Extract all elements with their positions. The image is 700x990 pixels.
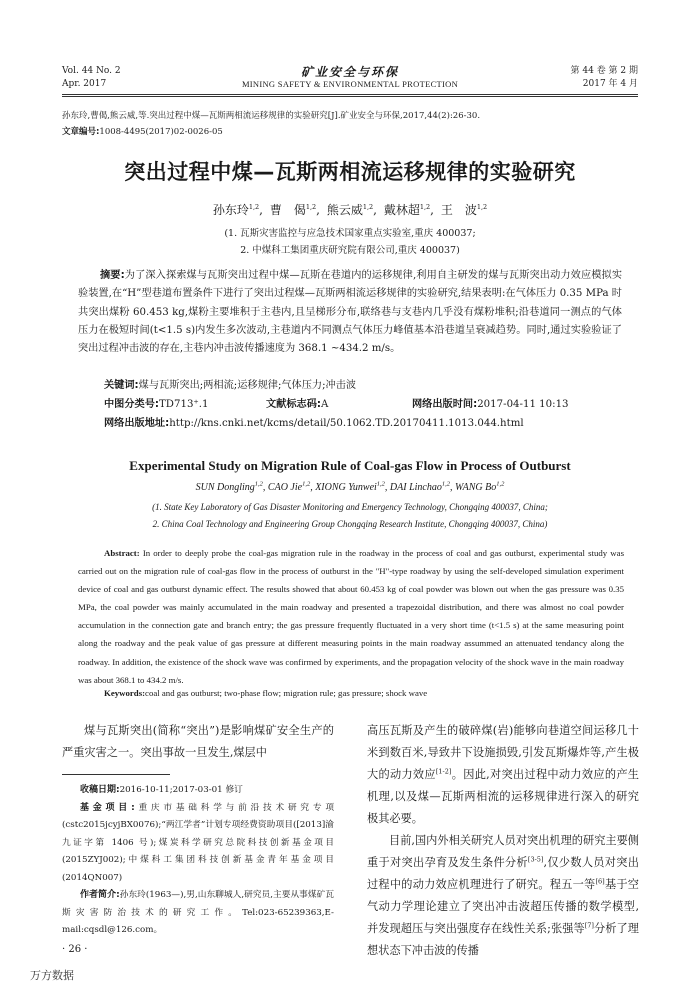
journal-title-cn: 矿业安全与环保 <box>300 65 399 79</box>
abstract-en <box>78 544 624 689</box>
abstract-en-text: In order to deeply probe the coal-gas migration rule in the roadway in the process of coal and gas outburst, experimental study was carried out on the migration rule of coal-gas flow in the process of outburst in the "H"-type roadway by using the self-developed simulation experiment device of coal and gas outburst dynamic effect. The results showed that about 60.453 kg of coal powder was blown out when the gas pressure was 0.35 MPa, the coal powder was mainly accumulated in the main roadway and presented a trapezoidal distribution, and there was almost no coal powder accumulation in the connection gate and branch entry; the gas pressure frequently fluctuated in a very short time (t<1.5 s) at the same measuring point along the roadway and the peak value of gas pressure at different measuring points in the main roadway assummed an attenuated tendancy along the roadway. In addition, the existence of the shock wave was confirmed by experiments, and the propagation velocity of the shock wave in the main roadway was about 368.1 to 434.2 m/s. <box>78 548 624 685</box>
clc-number: 中图分类号:TD713⁺.1 <box>104 399 209 410</box>
header-date-cn: 2017 年 4 月 <box>582 79 638 89</box>
reference-marker[interactable]: [6] <box>595 877 605 886</box>
footnote-fund: 基金项目:重庆市基础科学与前沿技术研究专项(cstc2015jcyjBX0076);“两江学者”计划专项经费资助项目([2013]渝九证字第 1406 号);煤炭科学研究总院科技创新基金项目(2015ZYJ002);中煤科工集团科技创新基金青年基金项目(2014QN007) <box>62 802 334 883</box>
article-number-label: 文章编号: <box>62 127 100 137</box>
page-number: · 26 · <box>62 944 88 955</box>
body-intro-left: 煤与瓦斯突出(简称“突出”)是影响煤矿安全生产的严重灾害之一。突出事故一旦发生,煤层中 <box>62 724 334 759</box>
paper-title-en: Experimental Study on Migration Rule of Coal-gas Flow in Process of Outburst <box>129 458 571 473</box>
body-paragraph-2: 目前,国内外相关研究人员对突出机理的研究主要侧重于对突出孕育及发生条件分析[3-5],仅少数人员对突出过程中的动力效应机理进行了研究。程五一等[6]基于空气动力学理论建立了突出冲击波超压传播的数学模型,并发现超压与突出强度存在线性关系;张强等[7]分析了理想状态下冲击波的传播 <box>367 834 639 957</box>
watermark: 万方数据 <box>30 969 74 982</box>
footnote-rule <box>62 774 170 775</box>
footnote-author: 作者简介:孙东玲(1963—),男,山东聊城人,研究员,主要从事煤矿瓦斯灾害防治技术的研究工作。Tel:023-65239363,E-mail:cqsdl@126.com。 <box>62 890 335 935</box>
abstract-cn-label: 摘要: <box>100 270 125 281</box>
online-pub-link[interactable]: http://kns.cnki.net/kcms/detail/50.1062.TD.20170411.1013.044.html <box>169 418 524 429</box>
authors-cn: 孙东玲$^{1,2}$, 曹 偈$^{1,2}$, 熊云威$^{1,2}$, 戴林超$^{1,2}$, 王 波$^{1,2}$ <box>212 203 488 217</box>
keywords-en: Keywords:coal and gas outburst; two-phase flow; migration rule; gas pressure; shock wave <box>104 688 428 698</box>
header-rule <box>62 94 638 95</box>
abstract-cn-text: 为了深入探索煤与瓦斯突出过程中煤—瓦斯在巷道内的运移规律,利用自主研发的煤与瓦斯突出动力效应模拟实验装置,在“H”型巷道布置条件下进行了突出过程煤—瓦斯两相流运移规律的实验研究,结果表明:在气体压力 0.35 MPa 时共突出煤粉 60.453 kg,煤粉主要堆积于主巷内,且呈梯形分布,联络巷与支巷内几乎没有煤粉堆积;沿巷道同一测点的气体压力在极短时间(t<1.5 s)内发生多次波动,主巷道内不同测点气体压力峰值基本沿巷道呈衰减趋势。同时,通过实验验证了突出过程冲击波的存在,主巷内冲击波传播速度为 368.1 ~434.2 m/s。 <box>78 270 623 355</box>
affiliation-en-2: 2. China Coal Technology and Engineering Group Chongqing Research Institute, Chongqing 400037, China) <box>152 519 548 529</box>
header-volume-cn: 第 44 卷 第 2 期 <box>570 66 638 76</box>
reference-marker[interactable]: [1-2] <box>435 767 452 776</box>
body-right-column <box>367 720 639 962</box>
header-volume-en: Vol. 44 No. 2 <box>62 66 121 76</box>
paper-title-cn: 突出过程中煤—瓦斯两相流运移规律的实验研究 <box>124 160 576 184</box>
reference-marker[interactable]: [7] <box>584 921 594 930</box>
reference-marker[interactable]: [3-5] <box>527 855 544 864</box>
online-pub-url: 网络出版地址:http://kns.cnki.net/kcms/detail/50.1062.TD.20170411.1013.044.html <box>104 418 524 429</box>
authors-en: SUN Dongling$^{1,2}$, CAO Jie$^{1,2}$, XIONG Yunwei$^{1,2}$, DAI Linchao$^{1,2}$, WANG Bo$^{1,2}$ <box>195 480 505 493</box>
article-number-value: 1008-4495(2017)02-0026-05 <box>99 127 223 137</box>
author-name: 曹 偈 <box>269 203 306 217</box>
online-pub-time: 网络出版时间:2017-04-11 10:13 <box>412 399 569 410</box>
body-paragraph-1: 高压瓦斯及产生的破碎煤(岩)能够向巷道空间运移几十米到数百米,导致井下设施损毁,引发瓦斯爆炸等,产生极大的动力效应[1-2]。因此,对突出过程中动力效应的产生机理,以及煤—瓦斯两相流的运移规律进行深入的研究极其必要。 <box>367 724 639 825</box>
journal-title-en: MINING SAFETY & ENVIRONMENTAL PROTECTION <box>241 79 459 89</box>
article-number <box>62 126 223 139</box>
abstract-en-label: Abstract: <box>104 548 140 558</box>
footnote <box>62 782 334 940</box>
author-name: 熊云威 <box>326 203 363 217</box>
citation: 孙东玲,曹偈,熊云威,等.突出过程中煤—瓦斯两相流运移规律的实验研究[J].矿业安全与环保,2017,44(2):26-30. <box>62 111 481 121</box>
author-name: 孙东玲 <box>212 203 249 217</box>
document-code: 文献标志码:A <box>266 399 329 410</box>
keywords-cn: 关键词:煤与瓦斯突出;两相流;运移规律;气体压力;冲击波 <box>104 380 357 391</box>
affiliation-cn-2: 2. 中煤科工集团重庆研究院有限公司,重庆 400037) <box>240 245 460 256</box>
author-name: 戴林超 <box>383 203 420 217</box>
abstract-cn <box>78 267 622 358</box>
header-rule-2 <box>62 96 638 97</box>
author-name: 王 波 <box>440 203 477 217</box>
header-date-en: Apr. 2017 <box>62 79 107 89</box>
affiliation-cn-1: (1. 瓦斯灾害监控与应急技术国家重点实验室,重庆 400037; <box>224 228 476 239</box>
footnote-received: 收稿日期:2016-10-11;2017-03-01 修订 <box>80 785 243 795</box>
affiliation-en-1: (1. State Key Laboratory of Gas Disaster Monitoring and Emergency Technology, Chongqing 400037, China; <box>152 502 548 512</box>
